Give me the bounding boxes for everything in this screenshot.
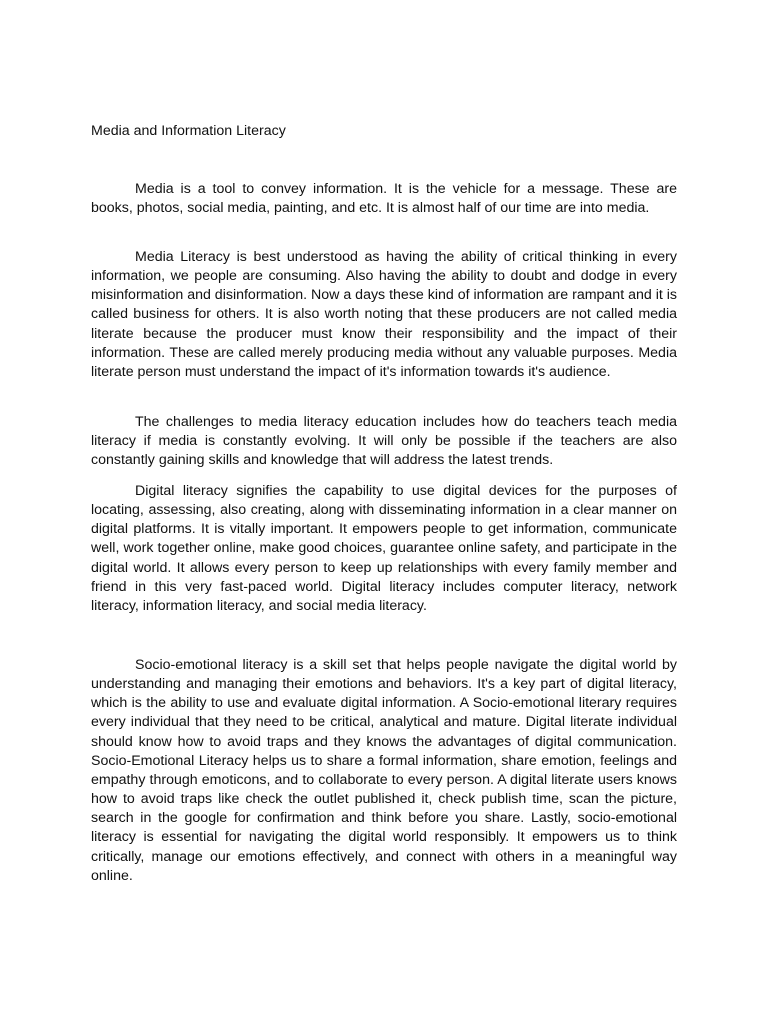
document-title: Media and Information Literacy [91, 123, 286, 139]
paragraph-media-definition: Media is a tool to convey information. It is the vehicle for a message. These are books, photos, social media, painting, and etc. It is almost half of our time are into media. [91, 181, 677, 217]
paragraph-socio-emotional-literacy: Socio-emotional literacy is a skill set that helps people navigate the digital world by understanding and managing their emotions and behaviors. It's a key part of digital literacy, which is the ability to use and evaluate digital information. A Socio-emotional literary requires every individual that they need to be critical, analytical and mature. Digital literate individual should know how to avoid traps and they knows the advantages of digital communication. Socio-Emotional Literacy helps us to share a formal information, share emotion, feelings and empathy through emoticons, and to collaborate to every person. A digital literate users knows how to avoid traps like check the outlet published it, check publish time, scan the picture, search in the google for confirmation and think before you share. Lastly, socio-emotional literacy is essential for navigating the digital world responsibly. It empowers us to think critically, manage our emotions effectively, and connect with others in a meaningful way online. [91, 657, 677, 884]
paragraph-challenges: The challenges to media literacy education includes how do teachers teach media literacy if media is constantly evolving. It will only be possible if the teachers are also constantly gaining skills and knowledge that will address the latest trends. [91, 414, 677, 469]
paragraph-media-literacy: Media Literacy is best understood as having the ability of critical thinking in every information, we people are consuming. Also having the ability to doubt and dodge in every misinformation and disinformation. Now a days these kind of information are rampant and it is called business for others. It is also worth noting that these producers are not called media literate because the producer must know their responsibility and the impact of their information. These are called merely producing media without any valuable purposes. Media literate person must understand the impact of it's information towards it's audience. [91, 249, 677, 380]
paragraph-digital-literacy: Digital literacy signifies the capability to use digital devices for the purposes of locating, assessing, also creating, along with disseminating information in a clear manner on digital platforms. It is vitally important. It empowers people to get information, communicate well, work together online, make good choices, guarantee online safety, and participate in the digital world. It allows every person to keep up relationships with every family member and friend in this very fast-paced world. Digital literacy includes computer literacy, network literacy, information literacy, and social media literacy. [91, 483, 677, 614]
